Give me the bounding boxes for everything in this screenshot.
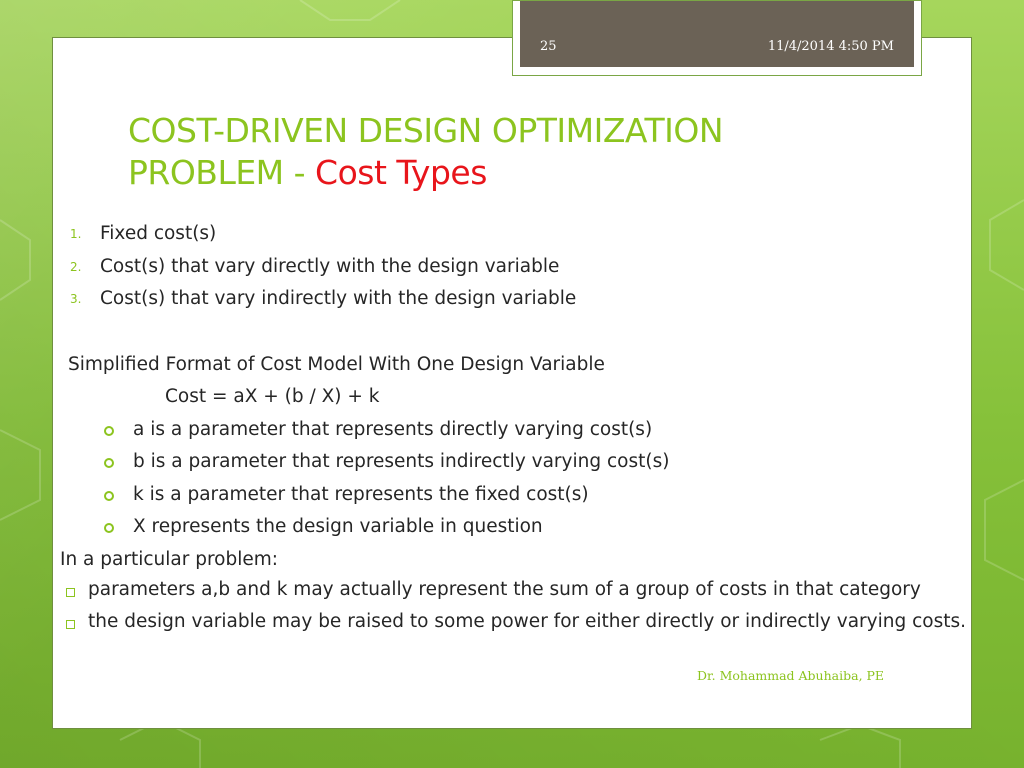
title-line-1: COST-DRIVEN DESIGN OPTIMIZATION [128,111,723,150]
parameter-item [62,511,967,544]
square-bullet-icon [66,620,75,629]
list-number: 1. [70,227,82,241]
spacer [62,316,967,349]
parameter-text: k is a parameter that represents the fixed cost(s) [133,483,589,505]
model-heading: Simplified Format of Cost Model With One Design Variable [68,353,605,375]
parameter-item [62,414,967,447]
header-bar [520,1,914,67]
circle-bullet-icon [104,491,114,501]
slide-header [512,0,922,76]
cost-formula: Cost = aX + (b / X) + k [165,386,380,407]
list-item-text: Cost(s) that vary indirectly with the design variable [100,288,577,309]
title-accent: Cost Types [315,153,487,192]
circle-bullet-icon [104,523,114,533]
list-number: 3. [70,292,82,306]
list-number: 2. [70,259,82,274]
title-prefix: PROBLEM - [128,153,316,192]
square-bullet-icon [66,588,75,597]
parameter-text: X represents the design variable in question [133,516,543,537]
parameter-item [62,479,967,512]
list-item [62,283,967,316]
list-item-text: Cost(s) that vary directly with the design variable [100,255,560,277]
slide-date: 11/4/2014 4:50 PM [767,39,894,54]
parameter-text: a is a parameter that represents directly varying cost(s) [133,418,653,440]
footer-author: Dr. Mohammad Abuhaiba, PE [697,668,885,683]
problem-point [62,576,967,603]
list-item-text: Fixed cost(s) [100,223,217,244]
problem-point-text: the design variable may be raised to some power for either directly or indirectly varying costs. [88,611,966,632]
parameter-item [62,446,967,479]
slide-body [62,218,967,640]
parameter-text: b is a parameter that represents indirectly varying cost(s) [133,451,670,472]
problem-point [62,608,967,635]
problem-heading: In a particular problem: [60,548,278,570]
circle-bullet-icon [104,458,114,468]
circle-bullet-icon [104,426,114,436]
slide-title [128,110,908,194]
title-line-2 [128,152,908,194]
list-item [62,218,967,251]
slide-number: 25 [540,39,557,54]
list-item [62,251,967,284]
problem-point-text: parameters a,b and k may actually represent the sum of a group of costs in that category [88,579,921,600]
